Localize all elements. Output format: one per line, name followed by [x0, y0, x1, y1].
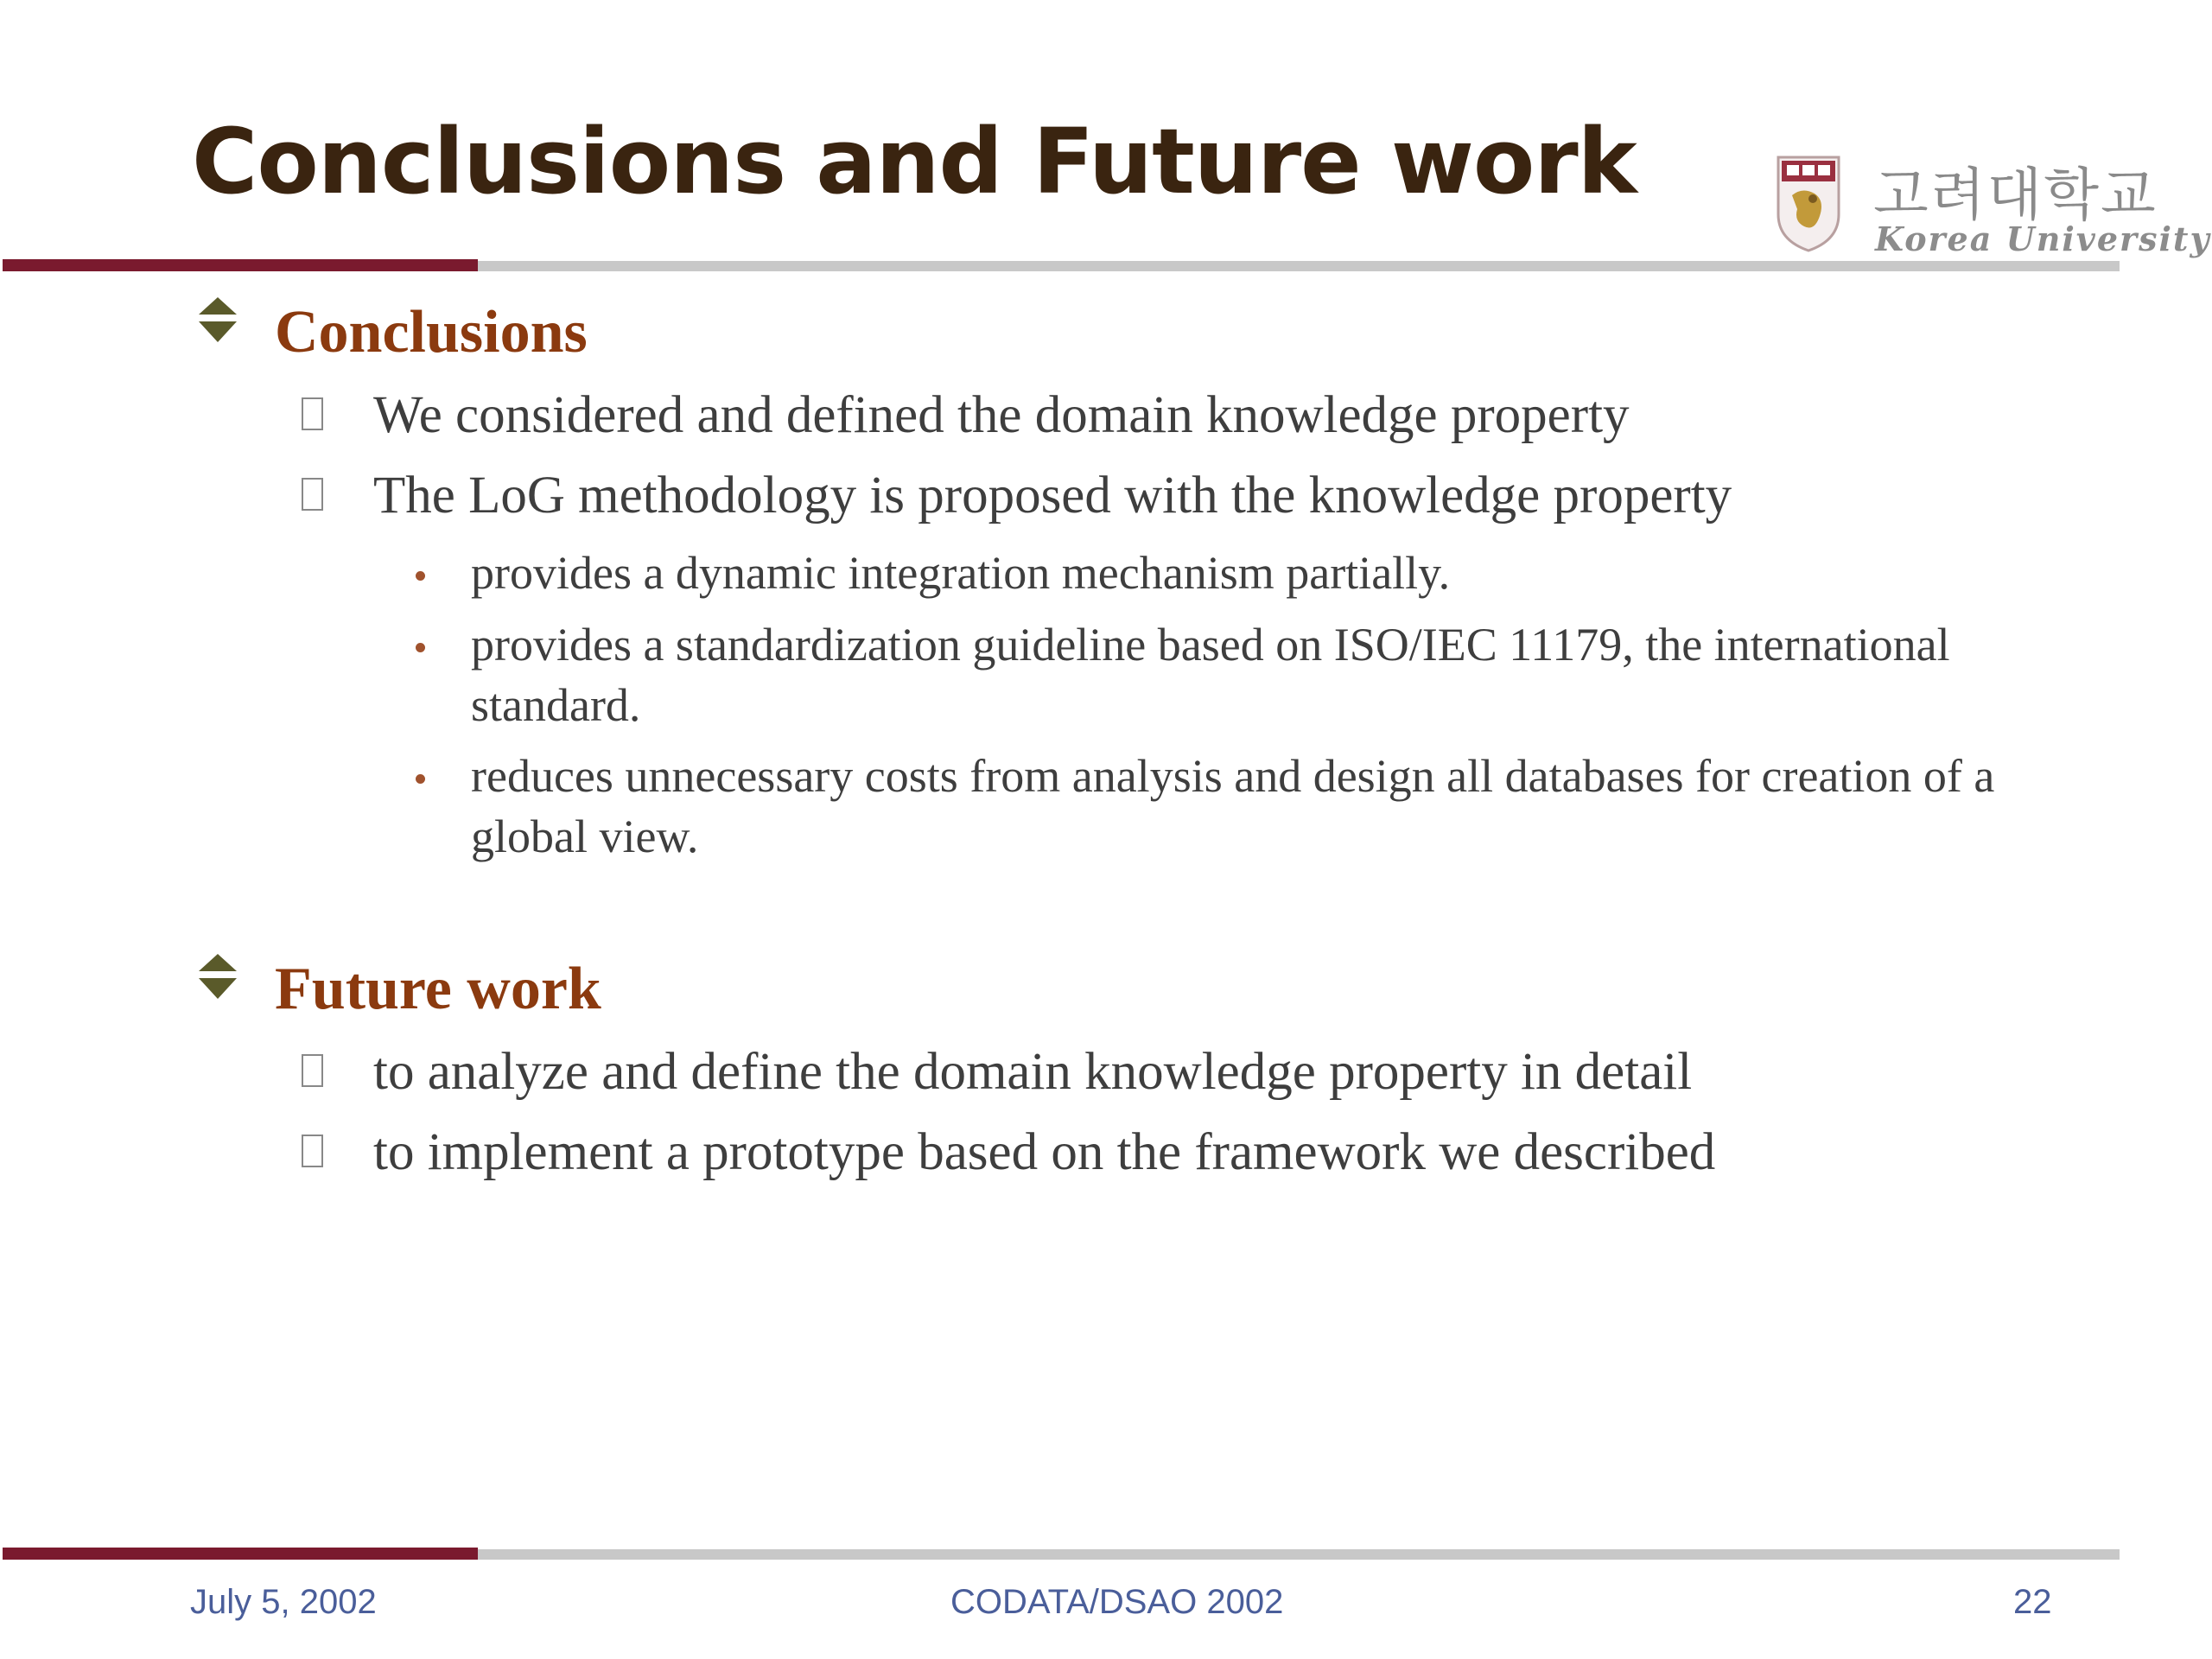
footer-date: July 5, 2002	[190, 1583, 377, 1621]
page-number: 22	[2013, 1583, 2052, 1621]
box-bullet-icon	[302, 1054, 323, 1087]
box-bullet-icon	[302, 397, 323, 430]
list-item: We considered and defined the domain knowledge property	[373, 386, 1630, 444]
diamond-arrow-icon	[197, 296, 238, 346]
dot-bullet-icon	[416, 571, 425, 581]
logo-korean-text: 고려대학교	[1873, 162, 2158, 228]
gray-rule	[478, 1549, 2120, 1560]
title-divider	[3, 259, 2120, 271]
list-item: to analyze and define the domain knowledge property in detail	[373, 1043, 1693, 1101]
box-bullet-icon	[302, 1135, 323, 1167]
footer-conference: CODATA/DSAO 2002	[950, 1583, 1284, 1621]
list-item: to implement a prototype based on the framework we described	[373, 1123, 1716, 1181]
list-item: The LoG methodology is proposed with the knowledge property	[373, 467, 1732, 524]
crest-icon	[1775, 154, 1842, 253]
logo-english-text: Korea University	[1875, 219, 2211, 258]
footer-divider	[3, 1548, 2120, 1560]
accent-rule	[3, 1548, 478, 1560]
sub-list-item: provides a dynamic integration mechanism partially.	[471, 547, 1451, 599]
box-bullet-icon	[302, 478, 323, 511]
section-heading-conclusions: Conclusions	[275, 299, 588, 365]
section-heading-future-work: Future work	[275, 956, 601, 1022]
gray-rule	[478, 261, 2120, 271]
accent-rule	[3, 259, 478, 271]
slide-title: Conclusions and Future work	[192, 109, 1637, 214]
dot-bullet-icon	[416, 643, 425, 652]
sub-list-item: reduces unnecessary costs from analysis and design all databases for creation of a global view.	[471, 750, 1995, 862]
dot-bullet-icon	[416, 774, 425, 784]
diamond-arrow-icon	[197, 952, 238, 1002]
sub-list-item: provides a standardization guideline based on ISO/IEC 11179, the international standard.	[471, 619, 1950, 731]
university-logo	[1771, 154, 2211, 266]
